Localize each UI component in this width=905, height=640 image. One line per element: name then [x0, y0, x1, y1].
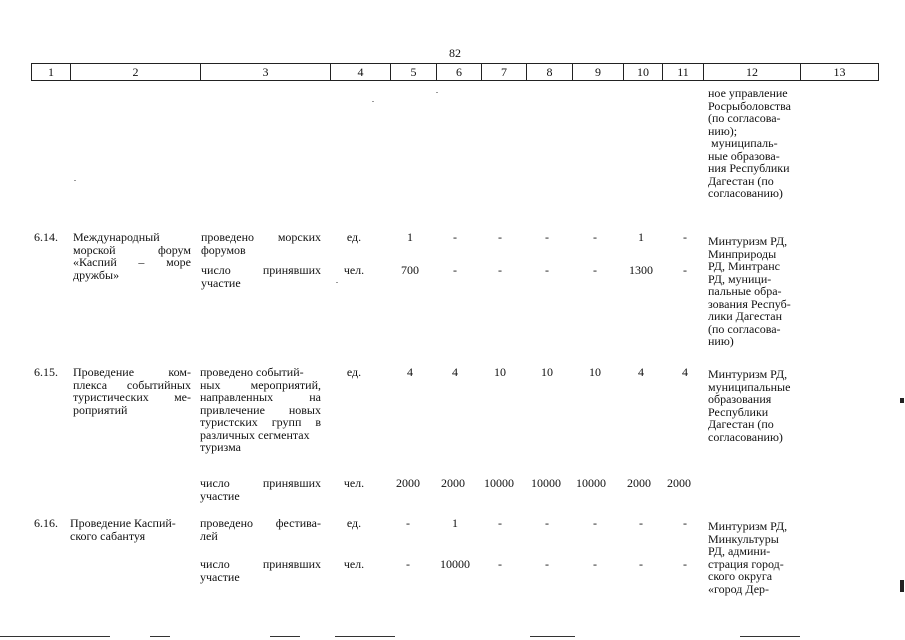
unit-2: чел.	[343, 476, 365, 490]
edge-mark	[900, 580, 904, 592]
scan-speck	[436, 92, 438, 93]
value-cell: -	[545, 557, 549, 571]
text-line: согласованию)	[708, 429, 783, 444]
value-cell: 10	[541, 365, 553, 379]
scan-edge	[270, 636, 300, 637]
activity-name	[73, 231, 191, 281]
text-line: проведено морских	[201, 230, 321, 244]
indicator-2	[201, 264, 321, 289]
value-cell: 4	[407, 365, 413, 379]
value-cell: -	[406, 557, 410, 571]
col-header-2: 2	[70, 64, 200, 80]
indicator-1	[200, 366, 321, 454]
value-cell: -	[545, 263, 549, 277]
value-cell: 2000	[396, 476, 420, 490]
scan-speck	[74, 180, 76, 181]
text-line: число принявших	[201, 263, 321, 277]
unit-1: ед.	[346, 516, 362, 530]
text-line: морской форум	[73, 242, 191, 257]
value-cell: -	[406, 516, 410, 530]
text-line: ния Республики	[708, 161, 790, 175]
value-cell: 10	[589, 365, 601, 379]
text-line: туристических ме-	[73, 390, 191, 404]
scan-speck	[336, 282, 338, 283]
unit-2: чел.	[343, 263, 365, 277]
scan-edge	[150, 636, 170, 637]
value-cell: 1	[452, 516, 458, 530]
value-cell: 4	[452, 365, 458, 379]
scan-edge	[335, 636, 395, 637]
value-cell: 10000	[576, 476, 606, 490]
value-cell: -	[639, 516, 643, 530]
text-line: (по согласова-	[708, 111, 781, 125]
text-line: РД, админи-	[708, 544, 771, 558]
col-header-4: 4	[330, 64, 390, 80]
indicator-2	[200, 477, 321, 502]
executor-cell	[708, 235, 808, 348]
text-line: лики Дагестан	[708, 309, 783, 323]
col-header-11: 11	[662, 64, 703, 80]
text-line: РД, Минтранс	[708, 259, 780, 273]
text-line: муниципаль-	[708, 136, 778, 150]
value-cell: -	[683, 557, 687, 571]
text-line: проведено событий-	[200, 365, 304, 379]
col-header-8: 8	[526, 64, 572, 80]
text-line: согласованию)	[708, 186, 783, 200]
text-line: Дагестан (по	[708, 417, 774, 431]
value-cell: -	[545, 230, 549, 244]
value-cell: -	[593, 230, 597, 244]
text-line: участие	[200, 488, 240, 503]
value-cell: -	[498, 557, 502, 571]
text-line: туристских групп в	[200, 415, 321, 429]
value-cell: 10000	[531, 476, 561, 490]
activity-name	[70, 517, 192, 542]
text-line: различных сегментах	[200, 427, 310, 442]
text-line: Проведение Каспий-	[70, 516, 176, 530]
col-header-6: 6	[436, 64, 481, 80]
value-cell: 10000	[484, 476, 514, 490]
value-cell: 1300	[629, 263, 653, 277]
text-line: «Каспий – море	[73, 255, 191, 269]
text-line: Республики	[708, 404, 769, 419]
col-header-10: 10	[623, 64, 662, 80]
unit-2: чел.	[343, 557, 365, 571]
text-line: участие	[201, 275, 241, 290]
value-cell: -	[593, 516, 597, 530]
text-line: туризма	[200, 440, 241, 454]
value-cell: -	[593, 557, 597, 571]
value-cell: 700	[401, 263, 419, 277]
text-line: Проведение ком-	[73, 365, 191, 379]
text-line: страция город-	[708, 556, 784, 571]
indicator-1	[201, 231, 321, 256]
text-line: привлечение новых	[200, 402, 321, 417]
text-line: зования Респуб-	[708, 296, 791, 311]
text-line: плекса событийных	[73, 377, 191, 392]
text-line: ского сабантуя	[70, 528, 146, 543]
row-number: 6.14.	[34, 230, 58, 244]
text-line: Минкультуры	[708, 531, 779, 546]
unit-1: ед.	[346, 230, 362, 244]
text-line: ных мероприятий,	[200, 377, 321, 392]
text-line: Дагестан (по	[708, 173, 774, 188]
value-cell: -	[593, 263, 597, 277]
col-header-9: 9	[572, 64, 623, 80]
value-cell: -	[683, 263, 687, 277]
value-cell: -	[498, 516, 502, 530]
col-header-13: 13	[800, 64, 878, 80]
text-line: пальные обра-	[708, 284, 782, 298]
executor-cell	[708, 368, 808, 443]
text-line: направленных на	[200, 390, 321, 404]
text-line: ные образова-	[708, 148, 780, 163]
text-line: Минтуризм РД,	[708, 367, 788, 381]
text-line: ное управление	[708, 86, 788, 100]
value-cell: -	[453, 263, 457, 277]
value-cell: 1	[638, 230, 644, 244]
indicator-1	[200, 517, 321, 542]
scan-speck	[372, 101, 374, 102]
edge-mark	[900, 398, 904, 403]
unit-1: ед.	[346, 365, 362, 379]
text-line: число принявших	[200, 476, 321, 490]
col-header-7: 7	[481, 64, 526, 80]
text-line: (по согласова-	[708, 321, 781, 336]
text-line: нию);	[708, 123, 738, 138]
value-cell: 10	[494, 365, 506, 379]
value-cell: -	[498, 263, 502, 277]
value-cell: -	[498, 230, 502, 244]
text-line: лей	[200, 528, 218, 543]
text-line: Минтуризм РД,	[708, 519, 788, 533]
text-line: РД, муници-	[708, 271, 772, 286]
scan-edge	[530, 636, 575, 637]
value-cell: 10000	[440, 557, 470, 571]
value-cell: 2000	[441, 476, 465, 490]
scan-edge	[0, 636, 110, 637]
text-line: участие	[200, 569, 240, 584]
value-cell: 2000	[627, 476, 651, 490]
value-cell: 2000	[667, 476, 691, 490]
text-line: образования	[708, 392, 772, 406]
col-header-1: 1	[48, 65, 54, 79]
value-cell: -	[453, 230, 457, 244]
value-cell: 4	[682, 365, 688, 379]
value-cell: -	[545, 516, 549, 530]
value-cell: -	[683, 230, 687, 244]
text-line: роприятий	[73, 402, 128, 417]
value-cell: -	[683, 516, 687, 530]
text-line: ского округа	[708, 569, 773, 583]
text-line: Минтуризм РД,	[708, 234, 788, 248]
indicator-2	[200, 558, 321, 583]
value-cell: 1	[407, 230, 413, 244]
text-line: нию)	[708, 334, 734, 348]
scan-edge	[740, 636, 800, 637]
value-cell: -	[639, 557, 643, 571]
value-cell: 4	[638, 365, 644, 379]
col-header-3: 3	[200, 64, 330, 80]
row-number: 6.16.	[34, 516, 58, 530]
col-header-12: 12	[703, 64, 800, 80]
row-number: 6.15.	[34, 365, 58, 379]
activity-name	[73, 366, 191, 416]
col-header-5: 5	[390, 64, 436, 80]
column-header-row	[31, 63, 879, 81]
text-line: форумов	[201, 242, 246, 257]
page-number: 82	[449, 46, 461, 60]
text-line: число принявших	[200, 557, 321, 571]
text-line: Международный	[73, 230, 160, 244]
text-line: муниципальные	[708, 379, 791, 394]
text-line: «город Дер-	[708, 581, 770, 596]
text-line: дружбы»	[73, 267, 120, 282]
continued-executor-cell	[708, 87, 808, 200]
text-line: проведено фестива-	[200, 516, 321, 530]
text-line: Росрыболовства	[708, 98, 791, 113]
executor-cell	[708, 520, 808, 595]
text-line: Минприроды	[708, 246, 777, 261]
